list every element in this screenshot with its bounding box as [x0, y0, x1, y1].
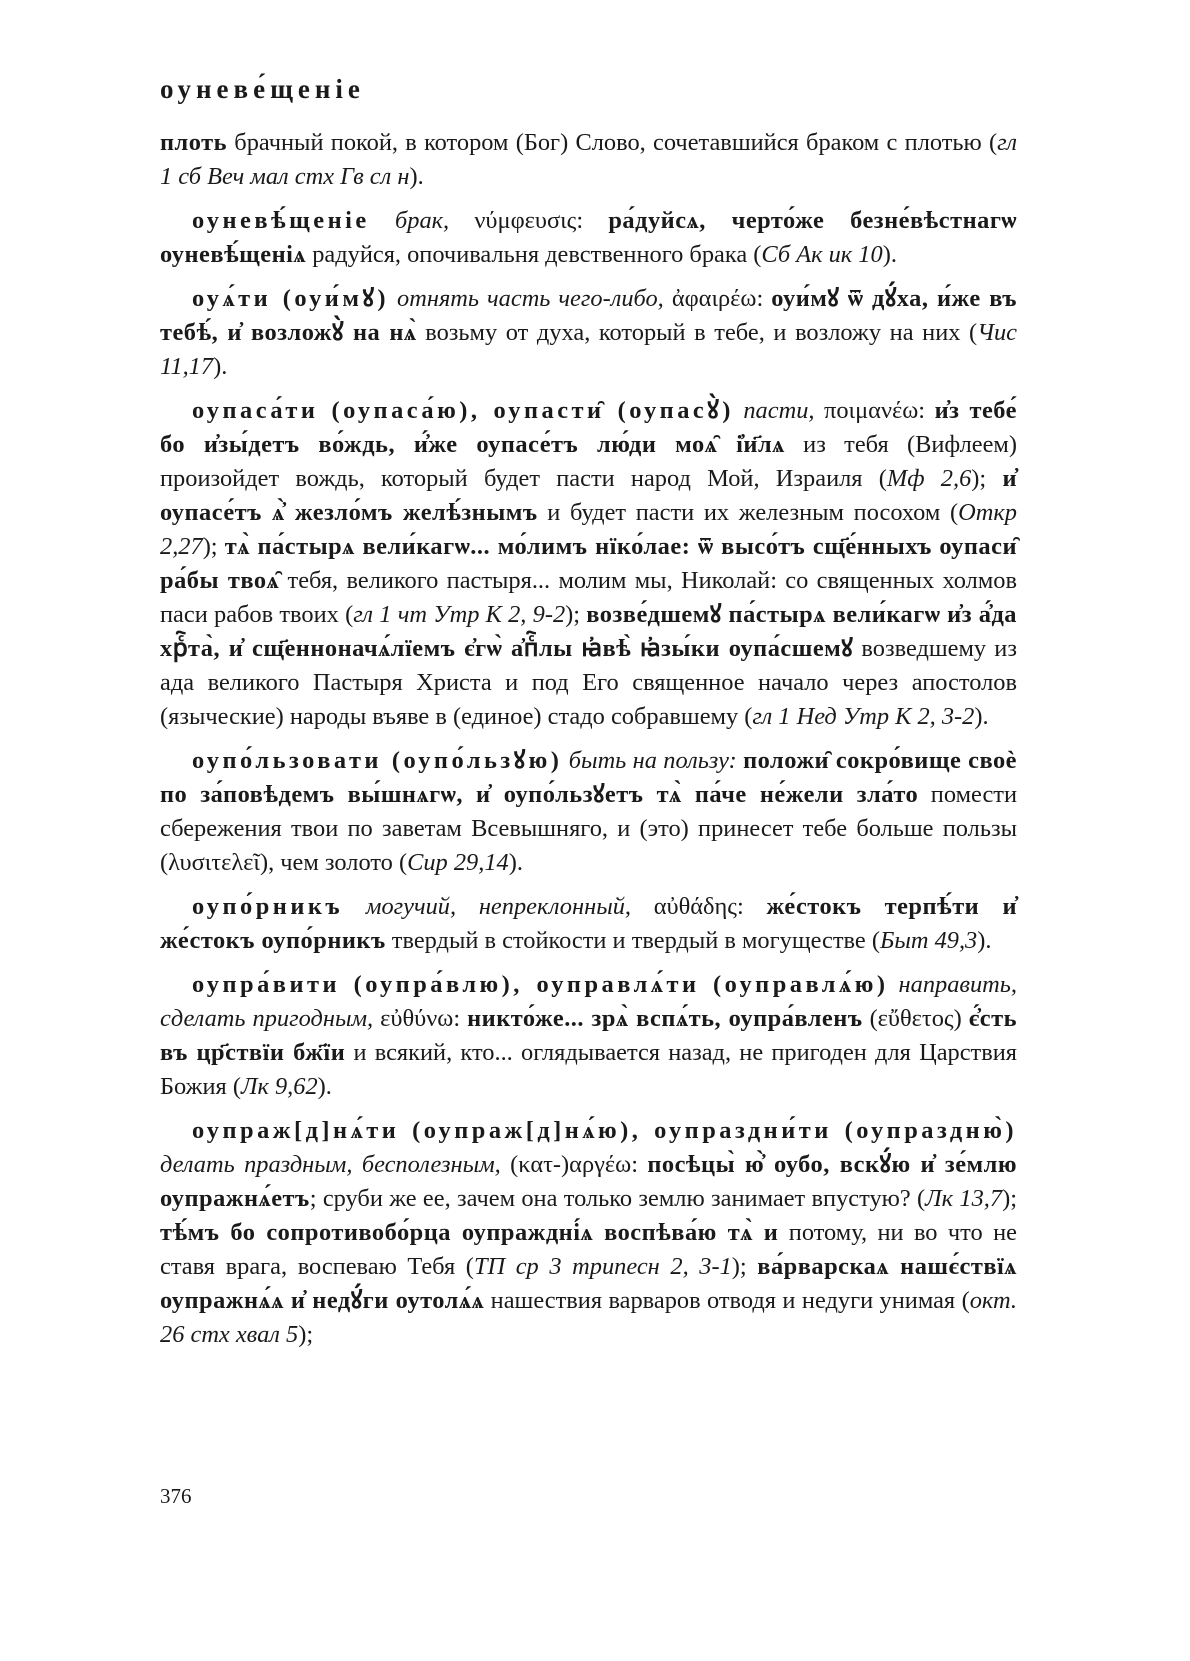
- page-number: 376: [160, 1484, 192, 1508]
- body-text: εὐθύνω:: [380, 1005, 468, 1032]
- body-text: );: [971, 465, 1003, 492]
- body-text: помести сбережения твои по заветам Всевышняго, и (это) принесет тебе больше пользы (λυσιτελεῖ), чем золото (: [160, 781, 1017, 876]
- body-text: ; сруби же ее, зачем она только землю занимает впустую? (: [309, 1185, 926, 1212]
- body-text: нашествия варваров отводя и недуги унимая (: [484, 1287, 970, 1314]
- italic-text: гл 1 сб Веч мал стх Гв сл н: [160, 129, 1017, 190]
- dictionary-entry: [160, 1114, 1017, 1352]
- body-text: и всякий, кто... оглядывается назад, не пригоден для Царствия Божия (: [160, 1039, 1017, 1100]
- italic-text: делать праздным, бесполезным,: [160, 1151, 511, 1178]
- dictionary-text: [160, 126, 1017, 1362]
- church-slavonic-quote: є҆́сть въ цр҃ствїи бж҃їи: [160, 1005, 1017, 1066]
- italic-text: Сб Ак ик 10: [761, 241, 883, 268]
- body-text: ).: [977, 927, 992, 954]
- italic-text: Откр 2,27: [160, 499, 1017, 560]
- body-text: ).: [508, 849, 523, 876]
- dictionary-entry: [160, 282, 1017, 384]
- body-text: твердый в стойкости и твердый в могуществе (: [385, 927, 880, 954]
- body-text: νύμφευσις:: [474, 207, 609, 234]
- headword: оуневѣ́щеніе: [192, 207, 370, 234]
- body-text: (κατ-)αργέω:: [510, 1151, 648, 1178]
- body-text: ).: [974, 703, 989, 730]
- body-text: брачный покой, в котором (Бог) Слово, сочетавшийся браком с плотью (: [227, 129, 998, 156]
- dictionary-entry: [160, 394, 1017, 734]
- body-text: );: [731, 1253, 758, 1280]
- dictionary-entry: [160, 204, 1017, 272]
- church-slavonic-quote: же́стокъ терпѣ́ти и҆ же́стокъ оупо́рникъ: [160, 893, 1017, 954]
- italic-text: Лк 9,62: [240, 1073, 318, 1100]
- church-slavonic-quote: тѧ̀ па́стырѧ вели́кагѡ... мо́лимъ нїко́лае: ѿ высо́тъ сщ҃е́нныхъ оупаси̑ ра́бы твоѧ̑: [160, 533, 1017, 594]
- italic-text: могучий, непреклонный,: [343, 893, 654, 920]
- dictionary-entry: [160, 890, 1017, 958]
- italic-text: гл 1 Нед Утр К 2, 3-2: [752, 703, 975, 730]
- church-slavonic-quote: никто́же... зрѧ̀ вспѧ́ть, оупра́вленъ: [467, 1005, 863, 1032]
- headword: оупра́вити (оупра́влю), оуправлѧ́ти (оуправлѧ́ю): [192, 971, 889, 998]
- italic-text: ТП ср 3 трипесн 2, 3-1: [473, 1253, 732, 1280]
- body-text: );: [565, 601, 587, 628]
- dictionary-entry: [160, 968, 1017, 1104]
- italic-text: отнять часть чего-либо,: [389, 285, 672, 312]
- italic-text: окт. 26 стх хвал 5: [160, 1287, 1017, 1348]
- running-head: оуневе́щеніе: [160, 74, 365, 104]
- body-text: ).: [317, 1073, 332, 1100]
- entry-continuation: [160, 126, 1017, 194]
- body-text: ).: [409, 163, 424, 190]
- headword: оупо́льзовати (оупо́льзꙋю): [192, 747, 563, 774]
- body-text: );: [298, 1321, 314, 1348]
- church-slavonic-quote: ва́рварскаѧ нашє́ствїѧ оупражнѧ́ѧ и҆ недꙋ́ги оутолѧ́ѧ: [160, 1253, 1017, 1314]
- dictionary-entry: [160, 744, 1017, 880]
- church-slavonic-quote: возве́дшемꙋ па́стырѧ вели́кагѡ и҆з а҆́да хрⷭ҇та̀, и҆ сщ҃енноначѧ́лїемъ є҆гѡ̀ а҆пⷭ҇лы ꙗ҆вѣ̀ ꙗ҆зы́ки оупа́сшемꙋ: [160, 601, 1017, 662]
- church-slavonic-quote: и҆ оупасе́тъ ѧ҆̀ жезло́мъ желѣ́знымъ: [160, 465, 1017, 526]
- body-text: ἀφαιρέω:: [671, 285, 772, 312]
- headword: оуѧ́ти (оуи́мꙋ): [192, 285, 390, 312]
- body-text: тебя, великого пастыря... молим мы, Николай: со священных холмов паси рабов твоих (: [160, 567, 1017, 628]
- italic-text: направить, сделать пригодным,: [160, 971, 1017, 1032]
- body-text: радуйся, опочивальня девственного брака (: [306, 241, 762, 268]
- italic-text: брак,: [369, 207, 475, 234]
- church-slavonic-quote: оуи́мꙋ ѿ дꙋ́ха, и́же въ тебѣ́, и҆ возложꙋ̀ на нѧ̀: [160, 285, 1017, 346]
- church-slavonic-quote: положи̑ сокро́вище своѐ по за́повѣдемъ вы́шнѧгѡ, и҆ оупо́льзꙋетъ тѧ̀ па́че не́жели зла́то: [160, 747, 1017, 808]
- body-text: );: [202, 533, 225, 560]
- headword: оупо́рникъ: [192, 893, 344, 920]
- body-text: (εὔθετος): [862, 1005, 969, 1032]
- body-text: );: [1002, 1185, 1017, 1212]
- italic-text: быть на пользу:: [562, 747, 744, 774]
- italic-text: Мф 2,6: [886, 465, 972, 492]
- italic-text: Быт 49,3: [879, 927, 978, 954]
- body-text: возьму от духа, который в тебе, и возложу на них (: [416, 319, 978, 346]
- body-text: потому, ни во что не ставя врага, воспеваю Тебя (: [160, 1219, 1017, 1280]
- body-text: ).: [213, 353, 228, 380]
- italic-text: пасти,: [733, 397, 825, 424]
- italic-text: Лк 13,7: [925, 1185, 1003, 1212]
- church-slavonic-quote: ра́дуйсѧ, черто́же безне́вѣстнагѡ оуневѣ́щеніѧ: [160, 207, 1017, 268]
- headword: оупраж[д]нѧ́ти (оупраж[д]нѧ́ю), оупраздни́ти (оупраздню̀): [192, 1117, 1017, 1144]
- headword: оупаса́ти (оупаса́ю), оупасти̑ (оупасꙋ̀): [192, 397, 734, 424]
- body-text: и будет пасти их железным посохом (: [537, 499, 959, 526]
- italic-text: Чис 11,17: [160, 319, 1018, 380]
- body-text: возведшему из ада великого Пастыря Христа и под Его священное начало через апостолов (языческие) народы въяве в (единое) стадо собравшему (: [160, 635, 1017, 730]
- body-text: ).: [882, 241, 897, 268]
- body-text: ποιμανέω:: [824, 397, 935, 424]
- church-slavonic-quote: тѣ́мъ бо сопротивобо́рца оупраждні́ѧ воспѣва́ю тѧ̀ и: [160, 1219, 779, 1246]
- italic-text: гл 1 чт Утр К 2, 9-2: [353, 601, 566, 628]
- body-text: αὐθάδης:: [653, 893, 767, 920]
- church-slavonic-quote: плоть: [160, 129, 227, 156]
- church-slavonic-quote: и҆з тебе́ бо и҆зы́детъ во́ждь, и҆́же оупасе́тъ лю́ди моѧ̑ і҆и҃лѧ: [160, 397, 1017, 458]
- body-text: из тебя (Вифлеем) произойдет вождь, который будет пасти народ Мой, Израиля (: [160, 431, 1017, 492]
- church-slavonic-quote: посѣцы̀ ю҆̀ оубо, вскꙋ́ю и҆ зе́млю оупражнѧ́етъ: [160, 1151, 1017, 1212]
- italic-text: Сир 29,14: [407, 849, 509, 876]
